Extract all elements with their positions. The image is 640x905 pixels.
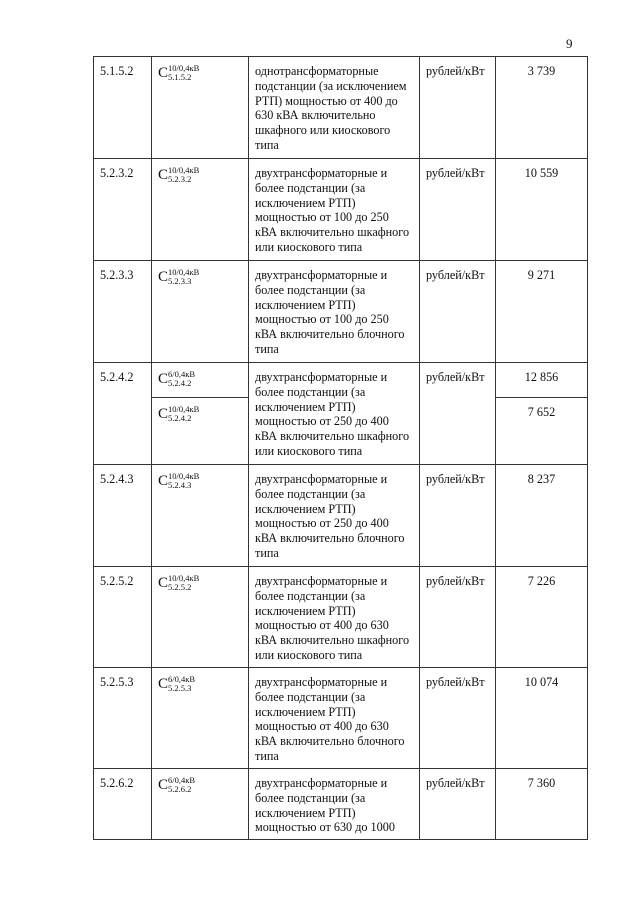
formula-index: 5.2.4.2 — [168, 413, 192, 423]
unit: рублей/кВт — [420, 363, 496, 465]
rate-formula: C 10/0,4кВ 5.1.5.2 — [158, 63, 200, 82]
rate-code-cell — [152, 57, 249, 159]
table-row — [94, 363, 588, 398]
table-row — [94, 57, 588, 159]
rate-value: 8 237 — [496, 465, 588, 567]
item-number: 5.2.4.2 — [94, 363, 152, 465]
formula-index: 5.2.5.3 — [168, 683, 192, 693]
item-number: 5.2.5.2 — [94, 567, 152, 668]
tariff-table — [93, 56, 588, 840]
formula-voltage: 6/0,4кВ — [168, 369, 196, 379]
rate-value: 3 739 — [496, 57, 588, 159]
rate-value: 10 074 — [496, 668, 588, 769]
rate-code-cell — [152, 398, 249, 465]
unit: рублей/кВт — [420, 261, 496, 363]
rate-formula: C 10/0,4кВ 5.2.4.2 — [158, 404, 200, 423]
formula-index: 5.1.5.2 — [168, 72, 192, 82]
formula-voltage: 10/0,4кВ — [168, 63, 200, 73]
table-row — [94, 567, 588, 668]
table-row — [94, 159, 588, 261]
formula-index: 5.2.4.2 — [168, 378, 192, 388]
rate-value: 10 559 — [496, 159, 588, 261]
rate-code-cell — [152, 159, 249, 261]
formula-voltage: 6/0,4кВ — [168, 674, 196, 684]
formula-index: 5.2.3.2 — [168, 174, 192, 184]
formula-voltage: 10/0,4кВ — [168, 165, 200, 175]
description: двухтрансформаторные и более подстанции (за исключением РТП) мощностью от 400 до 630 кВА включительно шкафного или киоскового типа — [249, 567, 420, 668]
description: двухтрансформаторные и более подстанции (за исключением РТП) мощностью от 100 до 250 кВА включительно блочного типа — [249, 261, 420, 363]
formula-index: 5.2.3.3 — [168, 276, 192, 286]
page-number: 9 — [566, 36, 573, 51]
rate-formula: C 6/0,4кВ 5.2.6.2 — [158, 775, 196, 794]
table-row — [94, 769, 588, 840]
item-number: 5.2.4.3 — [94, 465, 152, 567]
unit: рублей/кВт — [420, 159, 496, 261]
rate-formula: C 10/0,4кВ 5.2.3.3 — [158, 267, 200, 286]
formula-index: 5.2.6.2 — [168, 784, 192, 794]
table-row — [94, 668, 588, 769]
formula-index: 5.2.4.3 — [168, 480, 192, 490]
description: двухтрансформаторные и более подстанции (за исключением РТП) мощностью от 250 до 400 кВА включительно блочного типа — [249, 465, 420, 567]
table-row — [94, 261, 588, 363]
rate-value: 7 652 — [496, 398, 588, 465]
table-row — [94, 465, 588, 567]
rate-formula: C 10/0,4кВ 5.2.4.3 — [158, 471, 200, 490]
unit: рублей/кВт — [420, 567, 496, 668]
unit: рублей/кВт — [420, 465, 496, 567]
unit: рублей/кВт — [420, 769, 496, 840]
rate-code-cell — [152, 668, 249, 769]
rate-value: 7 360 — [496, 769, 588, 840]
rate-formula: C 10/0,4кВ 5.2.3.2 — [158, 165, 200, 184]
formula-index: 5.2.5.2 — [168, 582, 192, 592]
rate-formula: C 6/0,4кВ 5.2.4.2 — [158, 369, 196, 388]
description: однотрансформаторные подстанции (за исключением РТП) мощностью от 400 до 630 кВА включительно шкафного или киоскового типа — [249, 57, 420, 159]
unit: рублей/кВт — [420, 57, 496, 159]
rate-value: 7 226 — [496, 567, 588, 668]
item-number: 5.2.3.2 — [94, 159, 152, 261]
formula-voltage: 6/0,4кВ — [168, 775, 196, 785]
rate-code-cell — [152, 363, 249, 398]
formula-voltage: 10/0,4кВ — [168, 573, 200, 583]
item-number: 5.2.3.3 — [94, 261, 152, 363]
rate-code-cell — [152, 567, 249, 668]
rate-code-cell — [152, 769, 249, 840]
formula-voltage: 10/0,4кВ — [168, 267, 200, 277]
item-number: 5.1.5.2 — [94, 57, 152, 159]
description: двухтрансформаторные и более подстанции (за исключением РТП) мощностью от 250 до 400 кВА включительно шкафного или киоскового типа — [249, 363, 420, 465]
item-number: 5.2.6.2 — [94, 769, 152, 840]
description: двухтрансформаторные и более подстанции (за исключением РТП) мощностью от 400 до 630 кВА включительно блочного типа — [249, 668, 420, 769]
description: двухтрансформаторные и более подстанции (за исключением РТП) мощностью от 630 до 1000 — [249, 769, 420, 840]
rate-formula: C 6/0,4кВ 5.2.5.3 — [158, 674, 196, 693]
description: двухтрансформаторные и более подстанции (за исключением РТП) мощностью от 100 до 250 кВА включительно шкафного или киоскового типа — [249, 159, 420, 261]
rate-code-cell — [152, 261, 249, 363]
item-number: 5.2.5.3 — [94, 668, 152, 769]
rate-code-cell — [152, 465, 249, 567]
formula-voltage: 10/0,4кВ — [168, 404, 200, 414]
rate-formula: C 10/0,4кВ 5.2.5.2 — [158, 573, 200, 592]
unit: рублей/кВт — [420, 668, 496, 769]
rate-value: 9 271 — [496, 261, 588, 363]
rate-value: 12 856 — [496, 363, 588, 398]
formula-voltage: 10/0,4кВ — [168, 471, 200, 481]
